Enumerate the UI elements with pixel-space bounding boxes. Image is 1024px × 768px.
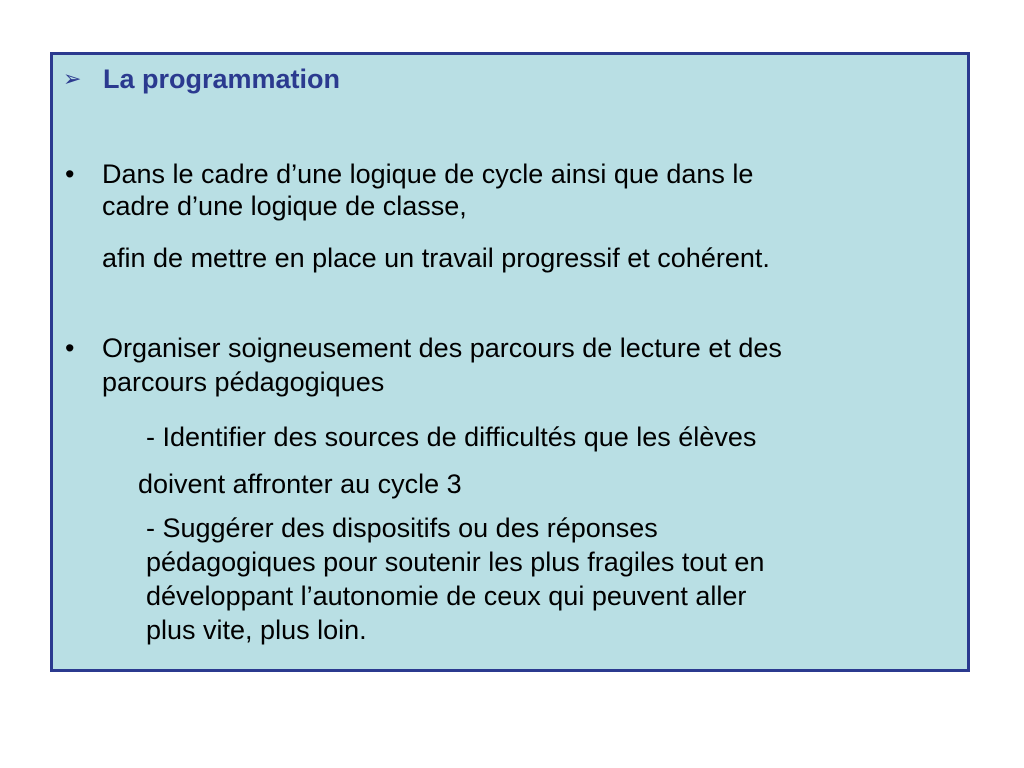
bullet-icon: • bbox=[65, 333, 75, 363]
bullet1-line1: Dans le cadre d’une logique de cycle ainsi que dans le bbox=[102, 159, 754, 189]
subpoint1-line2: doivent affronter au cycle 3 bbox=[138, 469, 462, 499]
bullet2-line2: parcours pédagogiques bbox=[102, 367, 385, 397]
subpoint2-line3: développant l’autonomie de ceux qui peuvent aller bbox=[146, 581, 747, 611]
subpoint2-line2: pédagogiques pour soutenir les plus fragiles tout en bbox=[146, 547, 765, 577]
arrow-bullet-icon: ➢ bbox=[63, 66, 82, 91]
subpoint2-line4: plus vite, plus loin. bbox=[146, 615, 367, 645]
subpoint1-line1: - Identifier des sources de difficultés que les élèves bbox=[146, 422, 757, 452]
content-box bbox=[50, 52, 970, 672]
subpoint2-line1: - Suggérer des dispositifs ou des réponses bbox=[146, 513, 658, 543]
bullet1-line3: afin de mettre en place un travail progressif et cohérent. bbox=[102, 243, 770, 273]
bullet1-line2: cadre d’une logique de classe, bbox=[102, 191, 467, 221]
slide-title: La programmation bbox=[103, 64, 341, 94]
bullet-icon: • bbox=[65, 159, 75, 189]
bullet2-line1: Organiser soigneusement des parcours de lecture et des bbox=[102, 333, 782, 363]
